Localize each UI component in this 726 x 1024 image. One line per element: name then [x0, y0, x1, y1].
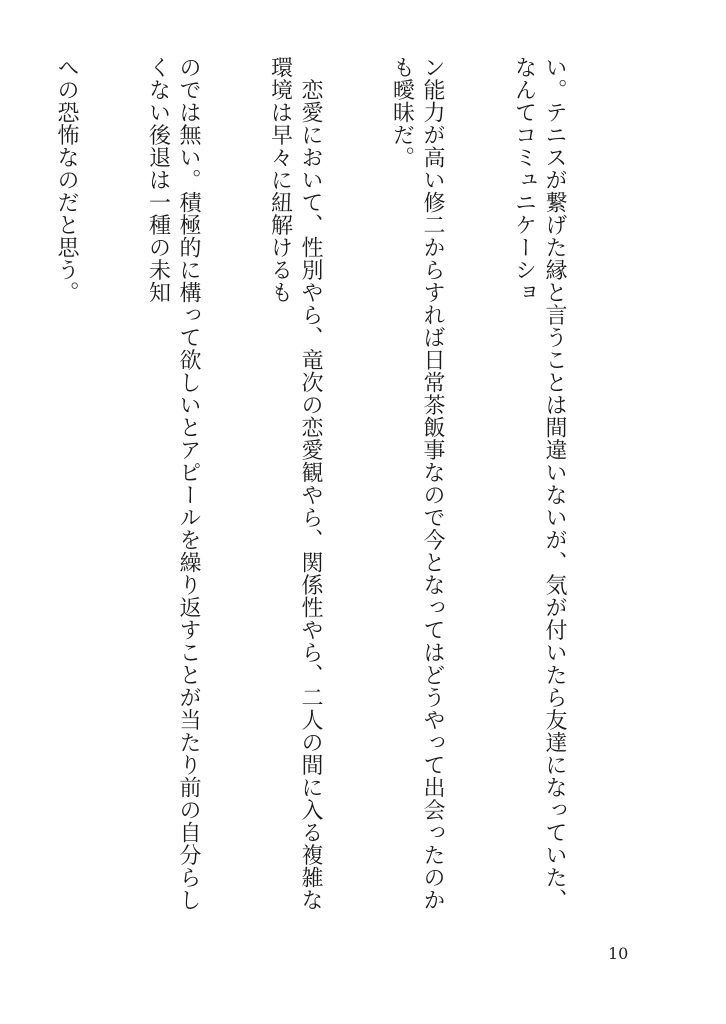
- text-line: 恋愛において、性別やら、竜次の恋愛観やら、関係性やら、二人の間に入る複雑な環境は早々に紐解けるも: [267, 56, 323, 911]
- text-line: のでは無い。積極的に構って欲しいとアピールを繰り返すことが当たり前の自分らしくない後退は一種の未知: [145, 56, 201, 911]
- text-line: ン能力が高い修二からすれば日常茶飯事なので今となってはどうやって出会ったのかも曖昧だ。: [389, 56, 445, 911]
- vertical-text-body: [54, 56, 630, 916]
- text-line: への恐怖なのだと思う。: [54, 56, 79, 304]
- page-number: 10: [608, 944, 629, 963]
- text-line: い。テニスが繋げた縁と言うことは間違いないが、気が付いたら友達になっていた、なんてコミュニケーショ: [511, 56, 567, 911]
